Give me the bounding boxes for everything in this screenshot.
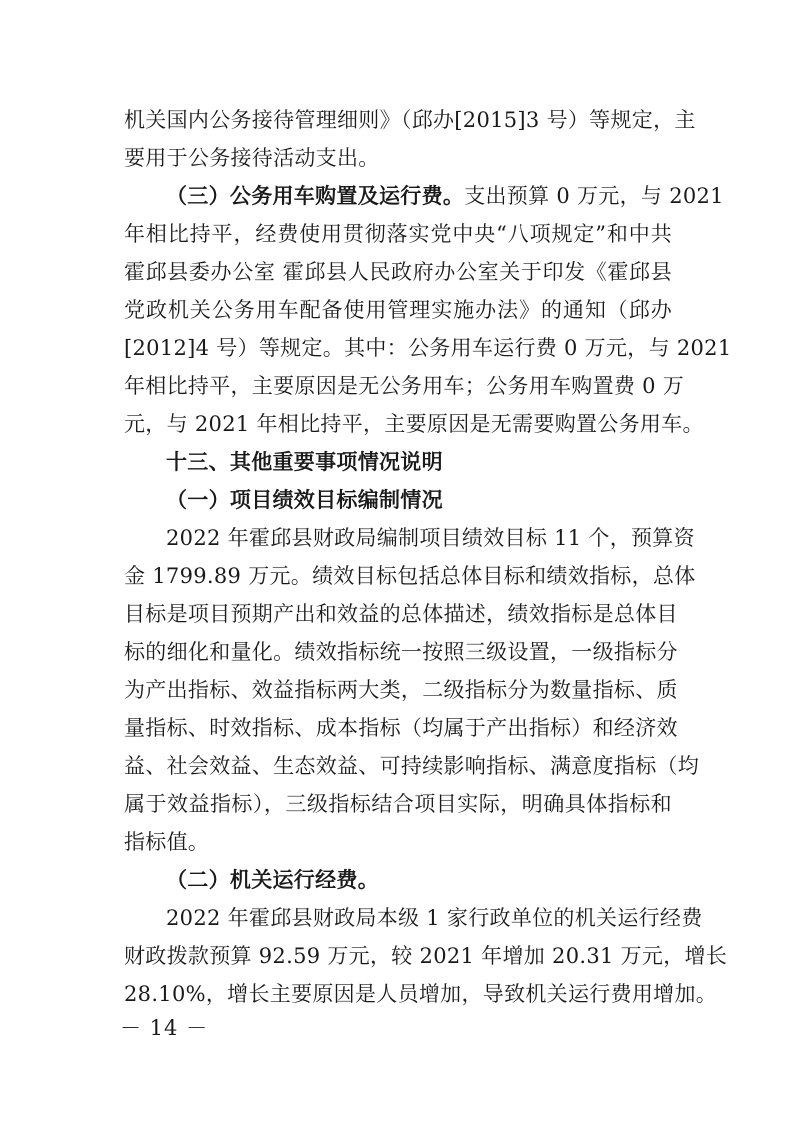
paragraph-line: 年相比持平，主要原因是无公务用车；公务用车购置费 0 万	[124, 374, 685, 398]
vehicle-heading: （三）公务用车购置及运行费。	[166, 183, 465, 208]
paragraph-line: 目标是项目预期产出和效益的总体描述，绩效指标是总体目	[124, 602, 678, 626]
paragraph-line: 财政拨款预算 92.59 万元，较 2021 年增加 20.31 万元，增长	[124, 944, 728, 968]
paragraph-line: 2022 年霍邱县财政局编制项目绩效目标 11 个，预算资	[166, 526, 695, 550]
paragraph-line: [2012]4 号）等规定。其中：公务用车运行费 0 万元，与 2021	[124, 336, 732, 360]
subsection-heading: （二）机关运行经费。	[166, 867, 379, 892]
paragraph-line: 为产出指标、效益指标两大类，二级指标分为数量指标、质	[124, 678, 678, 702]
subsection-heading: （一）项目绩效目标编制情况	[166, 487, 443, 512]
paragraph-line: 机关国内公务接待管理细则》（邱办[2015]3 号）等规定，主	[124, 108, 696, 132]
paragraph-line: 属于效益指标），三级指标结合项目实际，明确具体指标和	[124, 792, 672, 816]
vehicle-paragraph-first-line	[166, 182, 724, 210]
paragraph-line: 年相比持平，经费使用贯彻落实党中央“八项规定”和中共	[124, 222, 672, 246]
paragraph-line: 指标值。	[124, 830, 210, 854]
paragraph-line: 元，与 2021 年相比持平，主要原因是无需要购置公务用车。	[124, 412, 704, 436]
paragraph-line: 霍邱县委办公室 霍邱县人民政府办公室关于印发《霍邱县	[124, 260, 672, 284]
page-number: － 14 －	[120, 1016, 209, 1040]
section-heading: 十三、其他重要事项情况说明	[166, 449, 443, 474]
paragraph-line: 党政机关公务用车配备使用管理实施办法》的通知（邱办	[124, 298, 672, 322]
paragraph-line: 28.10%，增长主要原因是人员增加，导致机关运行费用增加。	[124, 982, 718, 1006]
vehicle-text: 支出预算 0 万元，与 2021	[464, 184, 724, 208]
paragraph-line: 2022 年霍邱县财政局本级 1 家行政单位的机关运行经费	[166, 906, 703, 930]
paragraph-line: 益、社会效益、生态效益、可持续影响指标、满意度指标（均	[124, 754, 700, 778]
paragraph-line: 标的细化和量化。绩效指标统一按照三级设置，一级指标分	[124, 640, 678, 664]
paragraph-line: 金 1799.89 万元。绩效目标包括总体目标和绩效指标，总体	[124, 564, 696, 588]
paragraph-line: 量指标、时效指标、成本指标（均属于产出指标）和经济效	[124, 716, 678, 740]
paragraph-line: 要用于公务接待活动支出。	[124, 146, 380, 170]
